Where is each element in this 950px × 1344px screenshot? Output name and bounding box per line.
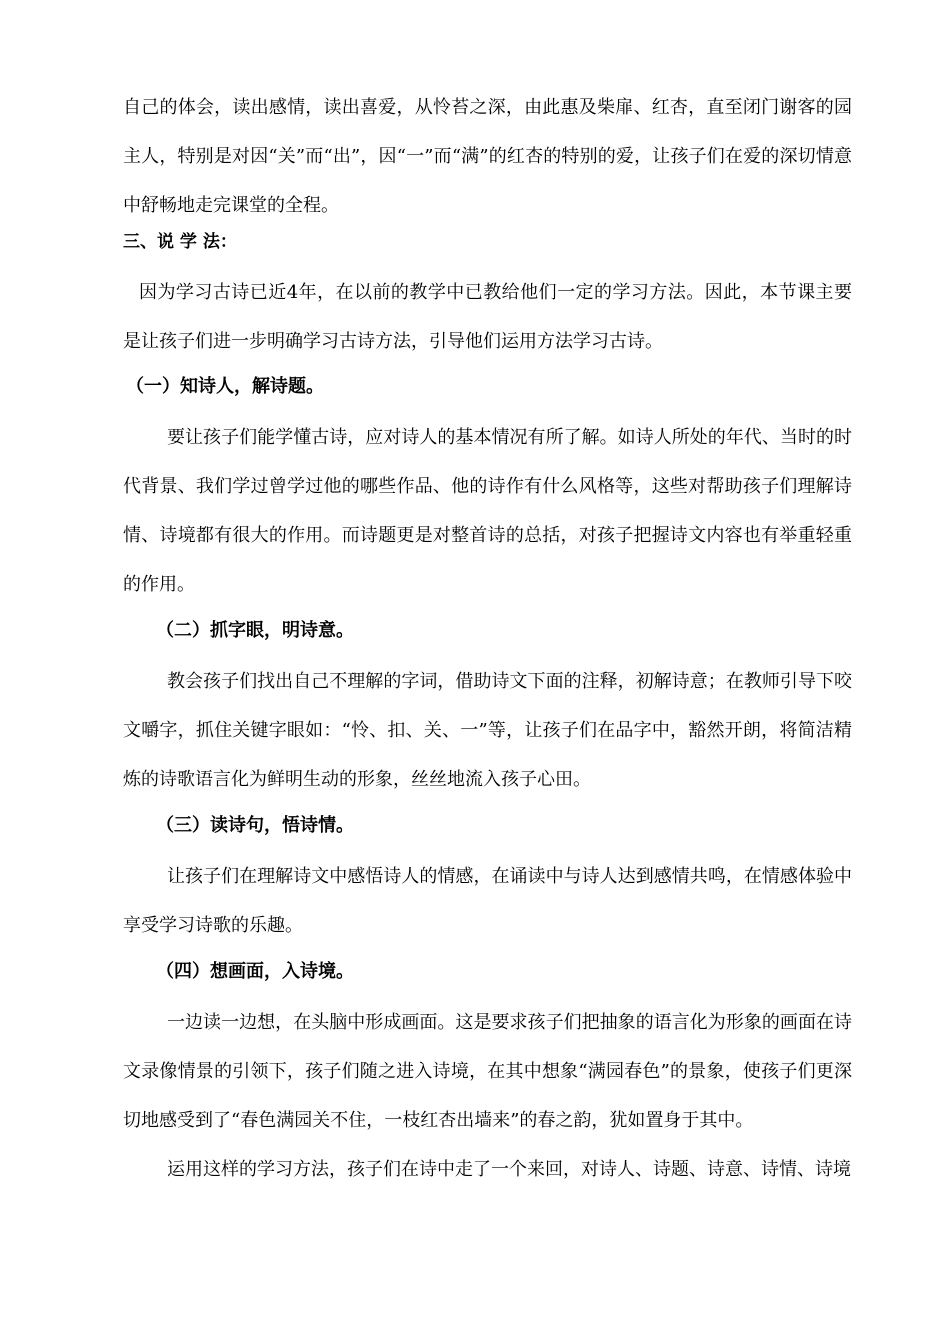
final-paragraph: 运用这样的学习方法，孩子们在诗中走了一个来回，对诗人、诗题、诗意、诗情、诗境: [167, 1159, 851, 1180]
item-heading-2: （二）抓字眼，明诗意。: [156, 620, 354, 641]
item-heading-3: （三）读诗句，悟诗情。: [156, 815, 354, 836]
item-body-4: 一边读一边想，在头脑中形成画面。这是要求孩子们把抽象的语言化为形象的画面在诗文录像情景的引领下，孩子们随之进入诗境，在其中想象“满园春色”的景象，使孩子们更深切地感受到了“春色满园关不住，一枝红杏出墙来”的春之韵，犹如置身于其中。: [123, 1012, 852, 1131]
item-heading-1: （一）知诗人，解诗题。: [126, 376, 324, 397]
item-body-1: 要让孩子们能学懂古诗，应对诗人的基本情况有所了解。如诗人所处的年代、当时的时代背景、我们学过曾学过他的哪些作品、他的诗作有什么风格等，这些对帮助孩子们理解诗情、诗境都有很大的作用。而诗题更是对整首诗的总括，对孩子把握诗文内容也有举重轻重的作用。: [123, 427, 852, 595]
section-heading: 三、说 学 法：: [123, 232, 237, 252]
intro-paragraph: 因为学习古诗已近4年，在以前的教学中已教给他们一定的学习方法。因此，本节课主要是让孩子们进一步明确学习古诗方法，引导他们运用方法学习古诗。: [123, 282, 852, 352]
document-page: [123, 96, 852, 1194]
continued-paragraph: 自己的体会，读出感情，读出喜爱，从怜苔之深，由此惠及柴扉、红杏，直至闭门谢客的园主人，特别是对因“关”而“出”，因“一”而“满”的红杏的特别的爱，让孩子们在爱的深切情意中舒畅地走完课堂的全程。: [123, 97, 852, 216]
item-body-3: 让孩子们在理解诗文中感悟诗人的情感，在诵读中与诗人达到感情共鸣，在情感体验中享受学习诗歌的乐趣。: [123, 866, 852, 936]
item-heading-4: （四）想画面，入诗境。: [156, 961, 354, 982]
item-body-2: 教会孩子们找出自己不理解的字词，借助诗文下面的注释，初解诗意；在教师引导下咬文嚼字，抓住关键字眼如：“怜、扣、关、一”等，让孩子们在品字中，豁然开朗，将简洁精炼的诗歌语言化为鲜明生动的形象，丝丝地流入孩子心田。: [123, 671, 852, 790]
